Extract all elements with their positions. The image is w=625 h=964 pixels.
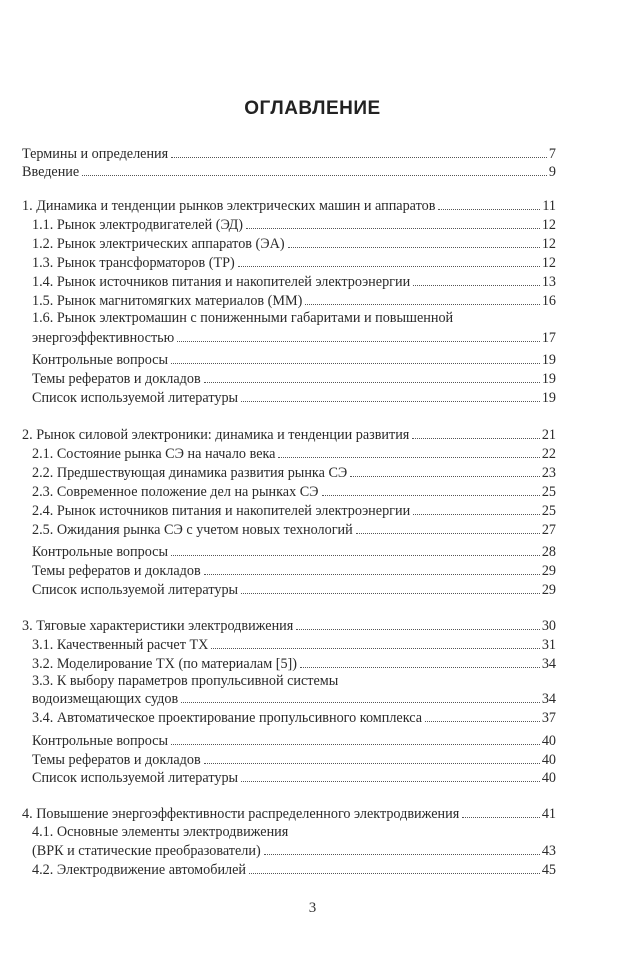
dot-leader: [211, 647, 539, 649]
dot-leader: [300, 666, 540, 668]
toc-entry-page: 11: [542, 198, 556, 214]
toc-entry[interactable]: [32, 689, 556, 707]
toc-entry-page: 12: [541, 255, 556, 271]
toc-entry-page: 37: [541, 710, 556, 726]
toc-entry-label: 1.5. Рынок магнитомягких материалов (ММ): [32, 293, 303, 309]
toc-entry-page: 27: [541, 522, 556, 538]
toc-entry[interactable]: [32, 561, 556, 579]
dot-leader: [305, 303, 539, 305]
toc-entry-label: Термины и определения: [22, 146, 169, 162]
toc-entry-label-line1: 4.1. Основные элементы электродвижения: [32, 824, 289, 840]
toc-entry-page: 28: [541, 544, 556, 560]
dot-leader: [413, 513, 540, 515]
dot-leader: [171, 743, 540, 745]
toc-entry[interactable]: [32, 253, 556, 271]
dot-leader: [278, 456, 539, 458]
toc-entry-label: 1.4. Рынок источников питания и накопителей электроэнергии: [32, 274, 411, 290]
toc-entry-page: 19: [541, 352, 556, 368]
dot-leader: [356, 532, 540, 534]
toc-entry[interactable]: [32, 369, 556, 387]
dot-leader: [249, 872, 540, 874]
dot-leader: [322, 494, 540, 496]
toc-entry-label: Список используемой литературы: [32, 770, 239, 786]
toc-entry-label: Контрольные вопросы: [32, 733, 168, 749]
dot-leader: [82, 174, 547, 176]
toc-entry-label: 2.5. Ожидания рынка СЭ с учетом новых технологий: [32, 522, 353, 538]
toc-entry-page: 7: [548, 146, 556, 162]
toc-entry[interactable]: [32, 501, 556, 519]
toc-entry-label: Темы рефератов и докладов: [32, 563, 201, 579]
toc-entry-page: 40: [541, 770, 556, 786]
toc-entry-page: 29: [541, 582, 556, 598]
toc-chapter[interactable]: [22, 196, 556, 214]
toc-entry-label: 4.2. Электродвижение автомобилей: [32, 862, 247, 878]
dot-leader: [204, 762, 540, 764]
toc-entry-page: 19: [541, 371, 556, 387]
toc-entry-label: 3.4. Автоматическое проектирование пропульсивного комплекса: [32, 710, 423, 726]
dot-leader: [413, 284, 540, 286]
toc-entry-label: Введение: [22, 164, 80, 180]
dot-leader: [171, 554, 540, 556]
toc-entry-label: Список используемой литературы: [32, 390, 239, 406]
toc-entry-page: 9: [548, 164, 556, 180]
toc-entry-label: 1.3. Рынок трансформаторов (ТР): [32, 255, 235, 271]
toc-entry[interactable]: [32, 444, 556, 462]
toc-entry-page: 21: [541, 427, 556, 443]
dot-leader: [241, 780, 540, 782]
toc-entry[interactable]: [32, 291, 556, 309]
toc-entry-page: 23: [541, 465, 556, 481]
toc-entry-label: Список используемой литературы: [32, 582, 239, 598]
dot-leader: [241, 592, 540, 594]
toc-entry[interactable]: [32, 860, 556, 878]
toc-entry[interactable]: [32, 654, 556, 672]
toc-entry-page: 30: [541, 618, 556, 634]
dot-leader: [296, 628, 540, 630]
toc-entry[interactable]: [32, 234, 556, 252]
toc-chapter[interactable]: [22, 804, 556, 822]
toc-entry[interactable]: [22, 144, 556, 162]
toc-chapter[interactable]: [22, 616, 556, 634]
dot-leader: [177, 340, 540, 342]
toc-entry[interactable]: [32, 215, 556, 233]
toc-entry-page: 43: [541, 843, 556, 859]
toc-entry-page: 25: [541, 503, 556, 519]
toc-entry[interactable]: [32, 350, 556, 368]
toc-entry[interactable]: [32, 635, 556, 653]
toc-entry[interactable]: [32, 731, 556, 749]
dot-leader: [350, 475, 540, 477]
page-number: 3: [308, 900, 317, 916]
toc-entry-page: 45: [541, 862, 556, 878]
dot-leader: [412, 437, 539, 439]
toc-entry-page: 34: [541, 691, 556, 707]
toc-entry-page: 41: [541, 806, 556, 822]
toc-entry-label: 2. Рынок силовой электроники: динамика и тенденции развития: [22, 427, 410, 443]
toc-entry-page: 22: [541, 446, 556, 462]
toc-entry[interactable]: [32, 708, 556, 726]
toc-entry-page: 13: [541, 274, 556, 290]
toc-entry-label-line1: 1.6. Рынок электромашин с пониженными габаритами и повышенной: [32, 310, 454, 326]
toc-entry-page: 16: [541, 293, 556, 309]
page-title: ОГЛАВЛЕНИЕ: [244, 98, 381, 119]
toc-entry-label: 2.4. Рынок источников питания и накопителей электроэнергии: [32, 503, 411, 519]
toc-entry[interactable]: [32, 388, 556, 406]
toc-entry-page: 31: [541, 637, 556, 653]
toc-entry-page: 40: [541, 733, 556, 749]
toc-entry[interactable]: [32, 272, 556, 290]
toc-entry-page: 25: [541, 484, 556, 500]
toc-entry-label: 1.1. Рынок электродвигателей (ЭД): [32, 217, 244, 233]
toc-entry[interactable]: [32, 520, 556, 538]
toc-entry-label: 2.2. Предшествующая динамика развития рынка СЭ: [32, 465, 348, 481]
dot-leader: [204, 573, 540, 575]
dot-leader: [288, 246, 540, 248]
toc-entry-label: водоизмещающих судов: [32, 691, 179, 707]
toc-entry-label: Темы рефератов и докладов: [32, 371, 201, 387]
toc-entry[interactable]: [32, 463, 556, 481]
toc-entry-label: 1.2. Рынок электрических аппаратов (ЭА): [32, 236, 285, 252]
toc-entry-label: 2.3. Современное положение дел на рынках СЭ: [32, 484, 319, 500]
toc-entry-label-line1: 3.3. К выбору параметров пропульсивной системы: [32, 673, 339, 689]
toc-entry-page: 34: [541, 656, 556, 672]
dot-leader: [171, 156, 547, 158]
toc-entry-page: 12: [541, 236, 556, 252]
toc-entry[interactable]: [32, 841, 556, 859]
toc-entry-label: Контрольные вопросы: [32, 352, 168, 368]
dot-leader: [238, 265, 540, 267]
dot-leader: [425, 720, 540, 722]
toc-entry-label: Темы рефератов и докладов: [32, 752, 201, 768]
toc-entry[interactable]: [32, 482, 556, 500]
toc-entry[interactable]: [32, 328, 556, 346]
toc-entry-label: 3.1. Качественный расчет ТХ: [32, 637, 209, 653]
toc-entry-label: энергоэффективностью: [32, 330, 175, 346]
dot-leader: [171, 362, 540, 364]
dot-leader: [438, 208, 540, 210]
toc-entry[interactable]: [32, 768, 556, 786]
dot-leader: [462, 816, 540, 818]
toc-entry-page: 17: [541, 330, 556, 346]
toc-entry[interactable]: [32, 542, 556, 560]
toc-entry-label: Контрольные вопросы: [32, 544, 168, 560]
toc-entry[interactable]: [32, 580, 556, 598]
toc-entry[interactable]: [32, 750, 556, 768]
dot-leader: [204, 381, 540, 383]
toc-entry-label: 4. Повышение энергоэффективности распределенного электродвижения: [22, 806, 460, 822]
dot-leader: [181, 701, 540, 703]
dot-leader: [241, 400, 540, 402]
toc-entry-label: 3.2. Моделирование ТХ (по материалам [5]): [32, 656, 297, 672]
toc-entry-label: 2.1. Состояние рынка СЭ на начало века: [32, 446, 276, 462]
toc-entry[interactable]: [22, 162, 556, 180]
dot-leader: [264, 853, 540, 855]
toc-entry-page: 19: [541, 390, 556, 406]
toc-entry-label: 3. Тяговые характеристики электродвижения: [22, 618, 294, 634]
dot-leader: [246, 227, 540, 229]
toc-entry-label: (ВРК и статические преобразователи): [32, 843, 261, 859]
toc-chapter[interactable]: [22, 425, 556, 443]
toc-entry-page: 29: [541, 563, 556, 579]
toc-entry-label: 1. Динамика и тенденции рынков электрических машин и аппаратов: [22, 198, 436, 214]
toc-entry-page: 40: [541, 752, 556, 768]
toc-entry-page: 12: [541, 217, 556, 233]
